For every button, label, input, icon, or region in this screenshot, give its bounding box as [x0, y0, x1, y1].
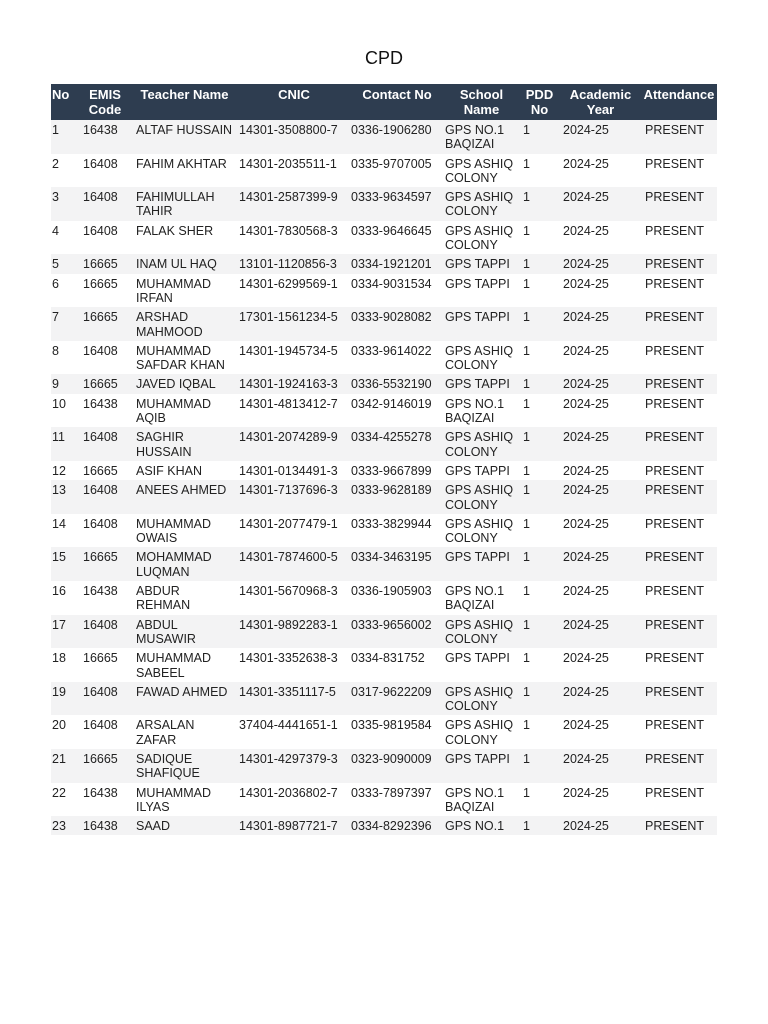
- cell-school-name: GPS NO.1 BAQIZAI: [444, 120, 519, 154]
- cell-cnic: 14301-5670968-3: [238, 581, 350, 615]
- cell-academic-year: 2024-25: [560, 648, 641, 682]
- cell-contact-no: 0333-9646645: [350, 221, 444, 255]
- cell-attendance: PRESENT: [641, 254, 717, 273]
- cell-contact-no: 0334-3463195: [350, 547, 444, 581]
- cell-academic-year: 2024-25: [560, 816, 641, 835]
- cell-academic-year: 2024-25: [560, 307, 641, 341]
- cell-school-name: GPS TAPPI: [444, 274, 519, 308]
- cell-teacher-name: ABDUL MUSAWIR: [131, 615, 238, 649]
- cell-academic-year: 2024-25: [560, 374, 641, 393]
- cell-cnic: 13101-1120856-3: [238, 254, 350, 273]
- cell-school-name: GPS TAPPI: [444, 648, 519, 682]
- cell-school-name: GPS NO.1 BAQIZAI: [444, 783, 519, 817]
- cell-attendance: PRESENT: [641, 749, 717, 783]
- cell-no: 13: [51, 480, 79, 514]
- table-row: [51, 427, 717, 461]
- cell-no: 9: [51, 374, 79, 393]
- cell-no: 20: [51, 715, 79, 749]
- cell-school-name: GPS TAPPI: [444, 307, 519, 341]
- table-row: [51, 154, 717, 188]
- cell-pdd-no: 1: [519, 715, 560, 749]
- cell-academic-year: 2024-25: [560, 154, 641, 188]
- cell-academic-year: 2024-25: [560, 682, 641, 716]
- cell-no: 14: [51, 514, 79, 548]
- cell-teacher-name: ARSALAN ZAFAR: [131, 715, 238, 749]
- cell-pdd-no: 1: [519, 394, 560, 428]
- cell-attendance: PRESENT: [641, 374, 717, 393]
- cell-cnic: 14301-0134491-3: [238, 461, 350, 480]
- cell-pdd-no: 1: [519, 682, 560, 716]
- cell-emis-code: 16438: [79, 120, 131, 154]
- table-row: [51, 816, 717, 835]
- cell-academic-year: 2024-25: [560, 547, 641, 581]
- cell-cnic: 14301-2077479-1: [238, 514, 350, 548]
- cell-contact-no: 0335-9707005: [350, 154, 444, 188]
- cell-teacher-name: INAM UL HAQ: [131, 254, 238, 273]
- table-row: [51, 307, 717, 341]
- cell-attendance: PRESENT: [641, 274, 717, 308]
- table-row: [51, 547, 717, 581]
- cell-teacher-name: FAHIM AKHTAR: [131, 154, 238, 188]
- cell-attendance: PRESENT: [641, 394, 717, 428]
- cell-contact-no: 0335-9819584: [350, 715, 444, 749]
- cell-teacher-name: SAGHIR HUSSAIN: [131, 427, 238, 461]
- cell-emis-code: 16408: [79, 154, 131, 188]
- cell-academic-year: 2024-25: [560, 341, 641, 375]
- cell-pdd-no: 1: [519, 514, 560, 548]
- cell-emis-code: 16438: [79, 394, 131, 428]
- cell-attendance: PRESENT: [641, 427, 717, 461]
- cell-teacher-name: MUHAMMAD OWAIS: [131, 514, 238, 548]
- cell-pdd-no: 1: [519, 816, 560, 835]
- cell-pdd-no: 1: [519, 783, 560, 817]
- attendance-table: [51, 84, 717, 835]
- cell-no: 16: [51, 581, 79, 615]
- cell-pdd-no: 1: [519, 154, 560, 188]
- cell-contact-no: 0323-9090009: [350, 749, 444, 783]
- cell-pdd-no: 1: [519, 341, 560, 375]
- cell-pdd-no: 1: [519, 648, 560, 682]
- cell-academic-year: 2024-25: [560, 427, 641, 461]
- cell-pdd-no: 1: [519, 120, 560, 154]
- cell-school-name: GPS NO.1 BAQIZAI: [444, 394, 519, 428]
- table-header: [51, 84, 717, 120]
- cell-cnic: 14301-7137696-3: [238, 480, 350, 514]
- cell-academic-year: 2024-25: [560, 394, 641, 428]
- cell-emis-code: 16665: [79, 274, 131, 308]
- cell-cnic: 14301-3508800-7: [238, 120, 350, 154]
- table-row: [51, 749, 717, 783]
- table-row: [51, 514, 717, 548]
- cell-no: 11: [51, 427, 79, 461]
- cell-academic-year: 2024-25: [560, 221, 641, 255]
- cell-emis-code: 16408: [79, 427, 131, 461]
- table-row: [51, 341, 717, 375]
- cell-no: 4: [51, 221, 79, 255]
- cell-emis-code: 16665: [79, 307, 131, 341]
- cell-pdd-no: 1: [519, 307, 560, 341]
- cell-cnic: 14301-7830568-3: [238, 221, 350, 255]
- cell-contact-no: 0334-9031534: [350, 274, 444, 308]
- table-row: [51, 120, 717, 154]
- cell-pdd-no: 1: [519, 187, 560, 221]
- cell-emis-code: 16665: [79, 648, 131, 682]
- cell-teacher-name: MUHAMMAD SABEEL: [131, 648, 238, 682]
- cell-academic-year: 2024-25: [560, 615, 641, 649]
- cell-contact-no: 0334-4255278: [350, 427, 444, 461]
- table-row: [51, 715, 717, 749]
- cell-teacher-name: MUHAMMAD AQIB: [131, 394, 238, 428]
- cell-teacher-name: MUHAMMAD SAFDAR KHAN: [131, 341, 238, 375]
- cell-teacher-name: FAWAD AHMED: [131, 682, 238, 716]
- cell-teacher-name: JAVED IQBAL: [131, 374, 238, 393]
- cell-pdd-no: 1: [519, 254, 560, 273]
- cell-pdd-no: 1: [519, 749, 560, 783]
- cell-school-name: GPS NO.1: [444, 816, 519, 835]
- cell-no: 15: [51, 547, 79, 581]
- cell-contact-no: 0333-9614022: [350, 341, 444, 375]
- cell-emis-code: 16438: [79, 783, 131, 817]
- cell-contact-no: 0333-9628189: [350, 480, 444, 514]
- cell-attendance: PRESENT: [641, 816, 717, 835]
- cell-pdd-no: 1: [519, 427, 560, 461]
- header-emis-code: EMIS Code: [79, 84, 131, 120]
- cell-contact-no: 0333-9634597: [350, 187, 444, 221]
- cell-attendance: PRESENT: [641, 547, 717, 581]
- table-row: [51, 374, 717, 393]
- cell-academic-year: 2024-25: [560, 274, 641, 308]
- cell-school-name: GPS ASHIQ COLONY: [444, 514, 519, 548]
- cell-attendance: PRESENT: [641, 341, 717, 375]
- cell-pdd-no: 1: [519, 374, 560, 393]
- cell-contact-no: 0336-5532190: [350, 374, 444, 393]
- cell-attendance: PRESENT: [641, 187, 717, 221]
- cell-teacher-name: ANEES AHMED: [131, 480, 238, 514]
- cell-cnic: 14301-4297379-3: [238, 749, 350, 783]
- cell-contact-no: 0333-9667899: [350, 461, 444, 480]
- cell-academic-year: 2024-25: [560, 581, 641, 615]
- cell-pdd-no: 1: [519, 221, 560, 255]
- cell-emis-code: 16665: [79, 254, 131, 273]
- cell-attendance: PRESENT: [641, 480, 717, 514]
- cell-academic-year: 2024-25: [560, 749, 641, 783]
- cell-school-name: GPS TAPPI: [444, 547, 519, 581]
- cell-teacher-name: ABDUR REHMAN: [131, 581, 238, 615]
- cell-no: 19: [51, 682, 79, 716]
- cell-emis-code: 16665: [79, 374, 131, 393]
- cell-emis-code: 16408: [79, 480, 131, 514]
- cell-attendance: PRESENT: [641, 682, 717, 716]
- table-row: [51, 648, 717, 682]
- cell-teacher-name: MUHAMMAD IRFAN: [131, 274, 238, 308]
- cell-school-name: GPS ASHIQ COLONY: [444, 187, 519, 221]
- cell-contact-no: 0336-1906280: [350, 120, 444, 154]
- cell-contact-no: 0333-9656002: [350, 615, 444, 649]
- header-attendance: Attendance: [641, 84, 717, 120]
- cell-cnic: 14301-1924163-3: [238, 374, 350, 393]
- table-row: [51, 480, 717, 514]
- cell-contact-no: 0336-1905903: [350, 581, 444, 615]
- table-row: [51, 682, 717, 716]
- cell-school-name: GPS ASHIQ COLONY: [444, 221, 519, 255]
- cell-contact-no: 0334-8292396: [350, 816, 444, 835]
- cell-cnic: 14301-2074289-9: [238, 427, 350, 461]
- table-body: [51, 120, 717, 835]
- cell-no: 2: [51, 154, 79, 188]
- cell-cnic: 14301-8987721-7: [238, 816, 350, 835]
- cell-cnic: 17301-1561234-5: [238, 307, 350, 341]
- cell-school-name: GPS TAPPI: [444, 374, 519, 393]
- cell-school-name: GPS ASHIQ COLONY: [444, 682, 519, 716]
- cell-emis-code: 16665: [79, 547, 131, 581]
- table-row: [51, 581, 717, 615]
- cell-academic-year: 2024-25: [560, 254, 641, 273]
- cell-cnic: 37404-4441651-1: [238, 715, 350, 749]
- cell-cnic: 14301-6299569-1: [238, 274, 350, 308]
- cell-cnic: 14301-7874600-5: [238, 547, 350, 581]
- table-row: [51, 461, 717, 480]
- cell-teacher-name: FAHIMULLAH TAHIR: [131, 187, 238, 221]
- cell-attendance: PRESENT: [641, 581, 717, 615]
- cell-emis-code: 16408: [79, 187, 131, 221]
- cell-no: 8: [51, 341, 79, 375]
- table-row: [51, 274, 717, 308]
- cell-emis-code: 16438: [79, 581, 131, 615]
- cell-school-name: GPS TAPPI: [444, 254, 519, 273]
- cell-pdd-no: 1: [519, 581, 560, 615]
- cell-emis-code: 16408: [79, 715, 131, 749]
- cell-academic-year: 2024-25: [560, 514, 641, 548]
- table-row: [51, 783, 717, 817]
- cell-attendance: PRESENT: [641, 120, 717, 154]
- cell-pdd-no: 1: [519, 274, 560, 308]
- cell-emis-code: 16665: [79, 749, 131, 783]
- cell-school-name: GPS ASHIQ COLONY: [444, 154, 519, 188]
- cell-academic-year: 2024-25: [560, 187, 641, 221]
- cell-attendance: PRESENT: [641, 514, 717, 548]
- cell-academic-year: 2024-25: [560, 783, 641, 817]
- cell-no: 10: [51, 394, 79, 428]
- cell-no: 18: [51, 648, 79, 682]
- cell-school-name: GPS ASHIQ COLONY: [444, 480, 519, 514]
- header-cnic: CNIC: [238, 84, 350, 120]
- cell-cnic: 14301-9892283-1: [238, 615, 350, 649]
- cell-attendance: PRESENT: [641, 154, 717, 188]
- cell-academic-year: 2024-25: [560, 461, 641, 480]
- cell-emis-code: 16408: [79, 615, 131, 649]
- cell-no: 17: [51, 615, 79, 649]
- cell-no: 3: [51, 187, 79, 221]
- cell-emis-code: 16408: [79, 514, 131, 548]
- cell-school-name: GPS TAPPI: [444, 749, 519, 783]
- cell-contact-no: 0342-9146019: [350, 394, 444, 428]
- page-title: CPD: [364, 48, 403, 68]
- cell-no: 22: [51, 783, 79, 817]
- cell-attendance: PRESENT: [641, 461, 717, 480]
- cell-cnic: 14301-1945734-5: [238, 341, 350, 375]
- cell-emis-code: 16408: [79, 341, 131, 375]
- cell-contact-no: 0317-9622209: [350, 682, 444, 716]
- cell-no: 7: [51, 307, 79, 341]
- cell-cnic: 14301-2036802-7: [238, 783, 350, 817]
- header-teacher-name: Teacher Name: [131, 84, 238, 120]
- cell-teacher-name: ASIF KHAN: [131, 461, 238, 480]
- header-academic-year: Academic Year: [560, 84, 641, 120]
- cell-no: 5: [51, 254, 79, 273]
- cell-school-name: GPS ASHIQ COLONY: [444, 341, 519, 375]
- cell-teacher-name: SADIQUE SHAFIQUE: [131, 749, 238, 783]
- cell-teacher-name: ALTAF HUSSAIN: [131, 120, 238, 154]
- cell-contact-no: 0333-7897397: [350, 783, 444, 817]
- cell-emis-code: 16665: [79, 461, 131, 480]
- cell-cnic: 14301-2035511-1: [238, 154, 350, 188]
- table-row: [51, 615, 717, 649]
- cell-cnic: 14301-3351117-5: [238, 682, 350, 716]
- cell-contact-no: 0334-1921201: [350, 254, 444, 273]
- cell-no: 12: [51, 461, 79, 480]
- cell-emis-code: 16408: [79, 682, 131, 716]
- cell-school-name: GPS TAPPI: [444, 461, 519, 480]
- cell-pdd-no: 1: [519, 547, 560, 581]
- cell-attendance: PRESENT: [641, 615, 717, 649]
- header-school-name: School Name: [444, 84, 519, 120]
- cell-contact-no: 0334-831752: [350, 648, 444, 682]
- cell-academic-year: 2024-25: [560, 715, 641, 749]
- cell-cnic: 14301-3352638-3: [238, 648, 350, 682]
- header-pdd-no: PDD No: [519, 84, 560, 120]
- header-contact-no: Contact No: [350, 84, 444, 120]
- cell-teacher-name: ARSHAD MAHMOOD: [131, 307, 238, 341]
- cell-pdd-no: 1: [519, 615, 560, 649]
- cell-school-name: GPS NO.1 BAQIZAI: [444, 581, 519, 615]
- cell-attendance: PRESENT: [641, 648, 717, 682]
- cell-attendance: PRESENT: [641, 715, 717, 749]
- cell-academic-year: 2024-25: [560, 120, 641, 154]
- cell-no: 23: [51, 816, 79, 835]
- cell-cnic: 14301-2587399-9: [238, 187, 350, 221]
- cell-pdd-no: 1: [519, 461, 560, 480]
- cell-teacher-name: MOHAMMAD LUQMAN: [131, 547, 238, 581]
- cell-teacher-name: FALAK SHER: [131, 221, 238, 255]
- cell-school-name: GPS ASHIQ COLONY: [444, 615, 519, 649]
- cell-attendance: PRESENT: [641, 307, 717, 341]
- table-row: [51, 187, 717, 221]
- cell-no: 6: [51, 274, 79, 308]
- cell-emis-code: 16408: [79, 221, 131, 255]
- cell-emis-code: 16438: [79, 816, 131, 835]
- cell-contact-no: 0333-3829944: [350, 514, 444, 548]
- cell-school-name: GPS ASHIQ COLONY: [444, 715, 519, 749]
- cell-academic-year: 2024-25: [560, 480, 641, 514]
- table-row: [51, 221, 717, 255]
- cell-attendance: PRESENT: [641, 221, 717, 255]
- cell-cnic: 14301-4813412-7: [238, 394, 350, 428]
- header-no: No: [51, 84, 79, 120]
- cell-teacher-name: MUHAMMAD ILYAS: [131, 783, 238, 817]
- cell-attendance: PRESENT: [641, 783, 717, 817]
- cell-school-name: GPS ASHIQ COLONY: [444, 427, 519, 461]
- table-row: [51, 394, 717, 428]
- cell-pdd-no: 1: [519, 480, 560, 514]
- table-row: [51, 254, 717, 273]
- cell-teacher-name: SAAD: [131, 816, 238, 835]
- cell-no: 1: [51, 120, 79, 154]
- cell-no: 21: [51, 749, 79, 783]
- cell-contact-no: 0333-9028082: [350, 307, 444, 341]
